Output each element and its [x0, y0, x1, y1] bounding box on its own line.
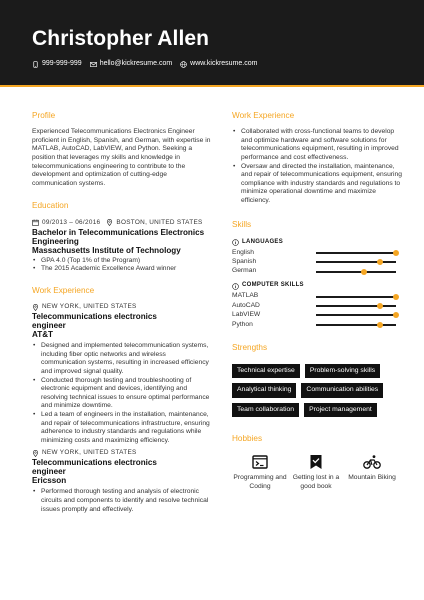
hobbies-title: Hobbies — [232, 434, 263, 444]
skill-level-knob — [377, 303, 383, 309]
skill-row — [232, 248, 402, 257]
skill-level-knob — [393, 294, 399, 300]
strengths-tags — [232, 364, 402, 417]
skill-label: Python — [232, 320, 253, 328]
list-item: • The 2015 Academic Excellence Award winner — [32, 265, 212, 274]
job-location: NEW YORK, UNITED STATES — [42, 303, 137, 311]
terminal-icon — [252, 454, 268, 470]
job-location: NEW YORK, UNITED STATES — [42, 449, 137, 457]
job-entry — [32, 303, 212, 445]
skill-row — [232, 267, 402, 276]
computer-skills-heading — [232, 282, 402, 290]
education-section — [32, 201, 212, 274]
contact-email[interactable] — [90, 60, 172, 69]
header-accent-line — [0, 85, 424, 87]
skill-level-knob — [393, 250, 399, 256]
hobby-item — [288, 454, 344, 491]
skill-row — [232, 311, 402, 320]
resume-header — [0, 0, 424, 87]
job-bullets — [32, 342, 212, 445]
education-location: BOSTON, UNITED STATES — [116, 218, 203, 226]
hobby-label: Programming and Coding — [233, 474, 287, 490]
skill-label: AutoCAD — [232, 301, 260, 309]
languages-heading — [232, 239, 402, 247]
strengths-section — [232, 343, 402, 417]
computer-skills-list — [232, 292, 402, 330]
work-experience-title: Work Experience — [232, 111, 295, 120]
skill-label: Spanish — [232, 258, 257, 266]
hobby-item — [344, 454, 400, 491]
hobbies-list — [232, 454, 402, 491]
skill-level-bar — [316, 314, 396, 316]
job-bullets — [32, 488, 212, 514]
education-title: Education — [32, 201, 69, 211]
bookmark-icon — [308, 454, 324, 470]
hobbies-section — [232, 434, 402, 491]
skill-level-knob — [377, 322, 383, 328]
skill-level-knob — [377, 259, 383, 265]
globe-icon — [180, 61, 187, 68]
strengths-title: Strengths — [232, 343, 268, 353]
location-pin-icon — [106, 219, 113, 226]
profile-section — [32, 111, 212, 188]
contact-phone[interactable] — [32, 60, 82, 69]
education-bullets — [32, 257, 212, 274]
skill-label: MATLAB — [232, 292, 259, 300]
list-item: • Led a team of engineers in the installation, maintenance, and repair of telecommunications infrastructure, ensuring adherence to industry standards and regulations while minimizing costs and maximizing efficiency. — [32, 411, 212, 445]
job-role: Telecommunications electronics engineer — [32, 312, 157, 331]
right-column — [232, 111, 402, 491]
education-degree: Bachelor in Telecommunications Electronics Engineering — [32, 227, 205, 246]
contact-bar — [32, 60, 257, 69]
job-entry — [32, 449, 212, 514]
email-text: hello@kickresume.com — [99, 60, 173, 67]
skill-row — [232, 292, 402, 301]
education-dates: 09/2013 – 06/2016 — [42, 218, 101, 226]
job-company: AT&T — [32, 330, 53, 340]
contact-website[interactable] — [180, 60, 257, 69]
info-icon — [232, 239, 239, 246]
strength-tag: Analytical thinking — [232, 383, 296, 397]
strength-tag: Communication abilities — [301, 383, 383, 397]
job-meta — [32, 303, 212, 311]
languages-list — [232, 248, 402, 276]
skill-level-bar — [316, 305, 396, 307]
calendar-icon — [32, 219, 39, 226]
list-item: • Conducted thorough testing and troubleshooting of electronic equipment and devices, identifying and resolving technical issues to ensure optimal performance and minimize downtime. — [32, 377, 212, 411]
left-column — [32, 111, 212, 514]
candidate-name: Christopher Allen — [32, 27, 210, 50]
skill-level-bar — [316, 261, 396, 263]
strength-tag: Technical expertise — [232, 364, 300, 378]
strength-tag: Team collaboration — [232, 403, 299, 417]
education-meta — [32, 219, 212, 227]
skill-label: German — [232, 267, 257, 275]
profile-title: Profile — [32, 111, 56, 120]
work-experience-title: Work Experience — [32, 285, 95, 295]
skills-title: Skills — [232, 220, 252, 230]
list-item: • Designed and implemented telecommunication systems, including fiber optic networks and wireless communication systems, resulting in increased efficiency and improved signal quality. — [32, 342, 212, 376]
list-item: • Performed thorough testing and analysis of electronic circuits and components to identify and resolve technical issues promptly and effectively. — [32, 488, 212, 514]
profile-text: Experienced Telecommunications Electronics Engineer proficient in English, Spanish, and German, with expertise in MATLAB, AutoCAD, LabVIEW, and Python. Seeking a position that leverages my skills and knowledge in telecommunications engineering to contribute to the development and optimization of cutting-edge communication systems. — [32, 128, 211, 187]
skills-section — [232, 220, 402, 329]
location-pin-icon — [32, 450, 39, 457]
phone-icon — [32, 61, 39, 68]
skill-level-bar — [316, 271, 396, 273]
skill-level-knob — [361, 269, 367, 275]
hobby-label: Getting lost in a good book — [292, 474, 340, 490]
work-experience-continued-section — [232, 111, 402, 205]
skill-level-knob — [393, 312, 399, 318]
info-icon — [232, 283, 239, 290]
phone-text: 999-999-999 — [42, 60, 82, 67]
languages-title: LANGUAGES — [242, 238, 284, 245]
skill-level-bar — [316, 324, 396, 326]
work-experience-section — [32, 286, 212, 514]
skill-level-bar — [316, 296, 396, 298]
hobby-label: Mountain Biking — [348, 474, 396, 482]
skill-row — [232, 258, 402, 267]
skill-label: LabVIEW — [232, 311, 261, 319]
work-experience-bullets — [232, 128, 402, 205]
skill-row — [232, 301, 402, 310]
skill-row — [232, 320, 402, 329]
location-pin-icon — [32, 304, 39, 311]
skill-label: English — [232, 248, 254, 256]
list-item: • GPA 4.0 (Top 1% of the Program) — [32, 257, 212, 266]
bike-icon — [363, 454, 381, 470]
list-item: • Collaborated with cross-functional teams to develop and optimize hardware and software solutions for telecommunications equipment, resulting in improved performance and cost effectiveness. — [232, 128, 402, 162]
list-item: • Oversaw and directed the installation, maintenance, and repair of telecommunications equipment, ensuring compliance with industry standards and regulations to minimize operational downtime and maximize efficiency. — [232, 163, 402, 206]
mail-icon — [90, 61, 97, 68]
job-meta — [32, 449, 212, 457]
strength-tag: Problem-solving skills — [305, 364, 380, 378]
strength-tag: Project management — [304, 403, 377, 417]
job-company: Ericsson — [32, 476, 67, 486]
website-text: www.kickresume.com — [190, 60, 258, 67]
hobby-item — [232, 454, 288, 491]
education-school: Massachusetts Institute of Technology — [32, 245, 181, 255]
skill-level-bar — [316, 252, 396, 254]
job-role: Telecommunications electronics engineer — [32, 458, 157, 477]
computer-skills-title: COMPUTER SKILLS — [242, 282, 304, 289]
